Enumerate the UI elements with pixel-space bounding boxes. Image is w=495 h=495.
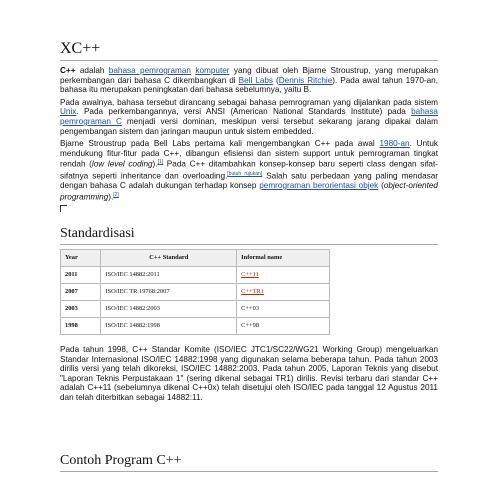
article-content bbox=[60, 40, 438, 476]
table-row bbox=[61, 300, 330, 317]
text: ( bbox=[378, 181, 384, 190]
text: Bjarne Stroustrup pada Bell Labs pertama kali mengembangkan C++ pada awal bbox=[60, 139, 380, 149]
cell-standard: ISO/IEC 14882:2003 bbox=[101, 300, 237, 317]
italic-text: object-oriented programming bbox=[60, 181, 438, 202]
link-bahasa-pemrograman[interactable]: bahasa pemrograman bbox=[108, 66, 191, 75]
cell-standard: ISO/IEC 14882:1998 bbox=[101, 317, 237, 334]
link-bahasa-pemrograman-c[interactable]: bahasa pemrograman C bbox=[60, 107, 438, 126]
column-header-informal-name: Informal name bbox=[237, 249, 330, 266]
table-row bbox=[61, 317, 330, 334]
cpp-bold-term: C++ bbox=[60, 66, 76, 75]
table-row bbox=[61, 266, 330, 283]
page-title: XC++ bbox=[60, 40, 438, 61]
link-bell-labs[interactable]: Bell Labs bbox=[238, 75, 274, 85]
text: menjadi versi dominan, meskipun versi tersebut sekarang jarang dipakai dalam pengembangan sistem dan jaringan maupun untuk sistem embedded. bbox=[60, 116, 438, 136]
intro-paragraph-2 bbox=[60, 98, 438, 136]
intro-paragraph-3 bbox=[60, 139, 438, 202]
text: Pada C++ ditambahkan konsep-konsep baru seperti class dengan sifat-sifatnya seperti inheritance dan overloading. bbox=[60, 160, 438, 181]
text: adalah bbox=[75, 66, 109, 75]
cell-year: 2007 bbox=[61, 283, 101, 300]
spacer bbox=[60, 405, 438, 453]
section-heading-contoh-program: Contoh Program C++ bbox=[60, 453, 438, 472]
text: Salah satu perbedaan yang paling mendasar dengan bahasa C adalah dukungan terhadap konsep bbox=[60, 171, 439, 190]
text: yang dibuat oleh Bjarne Stroustrup, yang merupakan perkembangan dari bahasa C dikembangkan di bbox=[60, 66, 439, 85]
cell-informal-name bbox=[237, 266, 330, 283]
reference-butuh-rujukan[interactable]: [butuh rujukan] bbox=[227, 170, 263, 177]
link-1980-an[interactable]: 1980-an bbox=[379, 139, 410, 149]
reference-1[interactable]: [1] bbox=[157, 159, 164, 166]
text: . Untuk mendukung fitur-fitur pada C++, dibangun efisiensi dan sistem support untuk pemrograman tingkat rendah ( bbox=[60, 139, 438, 170]
table-row bbox=[61, 283, 330, 300]
cell-year: 1998 bbox=[61, 317, 101, 334]
cell-informal-name bbox=[237, 283, 330, 300]
cell-standard: ISO/IEC 14882:2011 bbox=[101, 266, 237, 283]
italic-text: low level coding bbox=[91, 160, 153, 170]
link-komputer[interactable]: komputer bbox=[195, 66, 230, 75]
link-unix[interactable]: Unix bbox=[60, 107, 77, 117]
section-heading-standardisasi: Standardisasi bbox=[60, 226, 438, 245]
link-cpptr1[interactable]: C++TR1 bbox=[241, 288, 264, 296]
column-header-standard: C++ Standard bbox=[101, 249, 237, 266]
cell-standard: ISO/IEC TR 19768:2007 bbox=[101, 283, 237, 300]
link-dennis-ritchie[interactable]: Dennis Ritchie bbox=[278, 75, 333, 85]
column-header-year: Year bbox=[61, 249, 101, 266]
reference-2[interactable]: [2] bbox=[113, 191, 119, 198]
text: . Pada perkembangannya, versi ANSI (American National Standards Institute) pada bbox=[76, 107, 412, 117]
text: ). bbox=[152, 160, 158, 170]
cell-year: 2003 bbox=[61, 300, 101, 317]
text: ). bbox=[108, 192, 114, 202]
text: ( bbox=[273, 75, 279, 85]
text: Pada awalnya, bahasa tersebut dirancang sebagai bahasa pemrograman yang dijalankan pada sistem bbox=[60, 97, 438, 107]
cell-year: 2011 bbox=[61, 266, 101, 283]
cell-informal-name: C++03 bbox=[237, 300, 330, 317]
corner-mark-icon bbox=[60, 205, 67, 212]
standards-table bbox=[60, 249, 330, 335]
text: ). Pada awal tahun 1970-an, bahasa itu merupakan peningkatan dari bahasa sebelumnya, yaitu B. bbox=[60, 75, 438, 95]
table-header-row bbox=[61, 249, 330, 266]
cell-informal-name: C++98 bbox=[237, 317, 330, 334]
intro-paragraph-1 bbox=[60, 66, 438, 95]
link-cpp11[interactable]: C++11 bbox=[241, 271, 259, 279]
standardisasi-paragraph: Pada tahun 1998, C++ Standar Komite (ISO/IEC JTC1/SC22/WG21 Working Group) mengeluarkan Standar Internasional ISO/IEC 14882:1998 yang digunakan selama beberapa tahun. Pada tahun 2003 dirilis versi yang telah dikoreksi, ISO/IEC 14882:2003. Pada tahun 2005, Laporan Teknis yang disebut "Laporan Teknis Perpustakaan 1" (sering dikenal sebagai TR1) dirilis. Revisi terbaru dari standar C++ adalah C++11 (sebelumnya dikenal C++0x) telah disetujui oleh ISO/IEC pada tanggal 12 Agustus 2011 dan telah diterbitkan sebagai 14882:11. bbox=[60, 344, 438, 402]
link-pemrograman-berorientasi-objek[interactable]: pemrograman berorientasi objek bbox=[259, 181, 379, 190]
